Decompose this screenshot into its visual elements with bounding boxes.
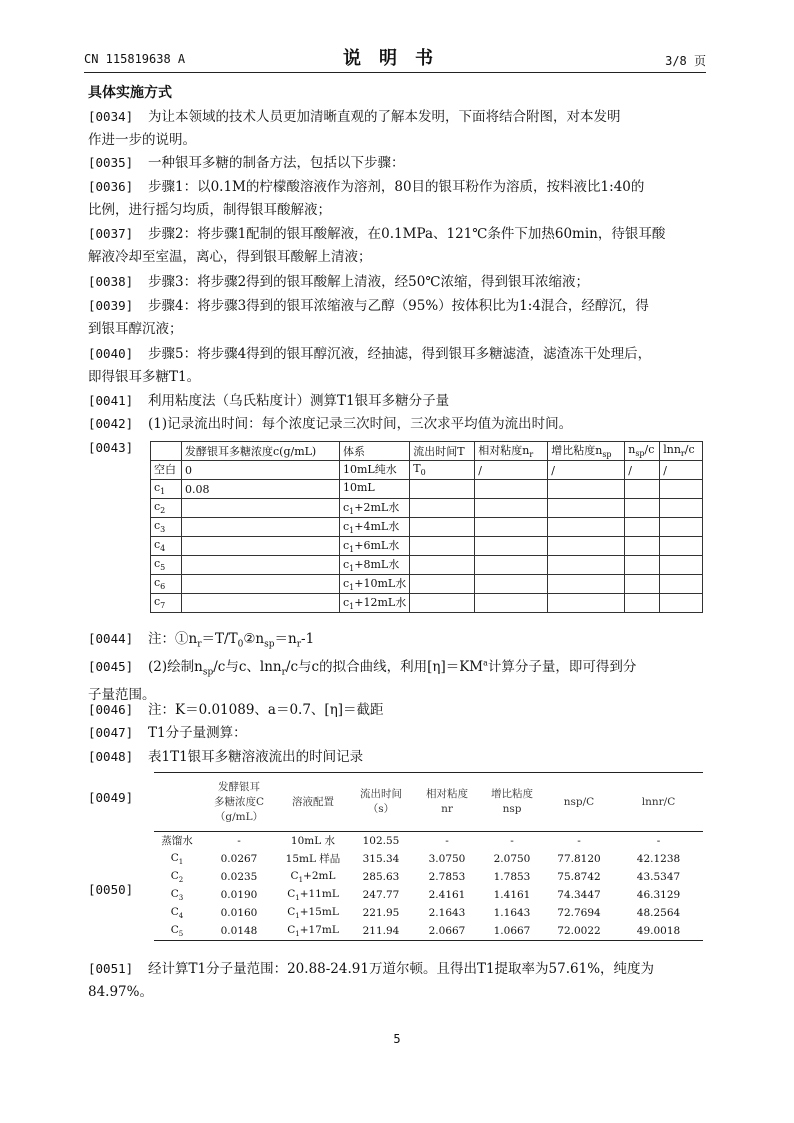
row-label: $C_1$ bbox=[170, 851, 184, 867]
table-cell: $T_0$ bbox=[410, 461, 475, 480]
table-row bbox=[154, 922, 703, 941]
table-cell: 315.34 bbox=[362, 853, 400, 865]
table-cell bbox=[548, 594, 625, 613]
paragraph-0047 bbox=[88, 721, 708, 745]
table-cell bbox=[182, 499, 340, 518]
paragraph-text-cont: 解液冷却至室温，离心，得到银耳酸解上清液； bbox=[88, 249, 372, 265]
header-rule bbox=[84, 72, 706, 73]
paragraph-text-cont: 比例，进行摇匀均质，制得银耳酸解液； bbox=[88, 202, 331, 218]
table-cell bbox=[625, 537, 660, 556]
table-row bbox=[151, 499, 703, 518]
table-header: 流出时间 （s） bbox=[348, 773, 414, 832]
table-row bbox=[154, 868, 703, 886]
table-header: 增比粘度$n_{sp}$ bbox=[548, 442, 625, 461]
row-label: $c_2$ bbox=[151, 499, 182, 518]
table-cell: 0.0160 bbox=[220, 907, 258, 919]
paragraph-number: [0050] bbox=[88, 882, 134, 897]
table-cell bbox=[182, 575, 340, 594]
table-header: lnnr/C bbox=[614, 773, 703, 832]
table-cell bbox=[182, 556, 340, 575]
table-cell: 46.3129 bbox=[636, 889, 681, 901]
paragraph-0038 bbox=[88, 270, 708, 294]
paragraph-number: [0039] bbox=[88, 298, 134, 313]
paragraph-0041 bbox=[88, 389, 708, 413]
table-cell bbox=[548, 556, 625, 575]
table-cell bbox=[475, 537, 548, 556]
table-cell bbox=[660, 575, 703, 594]
paragraph-text: 步骤2：将步骤1配制的银耳酸解液，在0.1MPa、121℃条件下加热60min，待银耳酸 bbox=[148, 226, 666, 242]
table-cell: 0.0190 bbox=[220, 889, 258, 901]
row-label: $C_5$ bbox=[154, 922, 200, 941]
table-cell bbox=[475, 480, 548, 499]
table-cell: 1.4161 bbox=[493, 889, 531, 901]
table-header-row bbox=[154, 773, 703, 832]
paragraph-text: 经计算T1分子量范围：20.88-24.91万道尔顿。且得出T1提取率为57.61%，纯度为 bbox=[148, 961, 655, 977]
table-header: $n_{sp}/c$ bbox=[625, 442, 660, 461]
table-cell: 1.7853 bbox=[493, 871, 531, 883]
table-header: 发酵银耳多糖浓度c(g/mL) bbox=[182, 442, 340, 461]
table-cell: - bbox=[510, 835, 514, 847]
table-header: 流出时间T bbox=[410, 442, 475, 461]
row-label: $c_5$ bbox=[151, 556, 182, 575]
table-cell: 0.08 bbox=[182, 480, 340, 499]
table-cell: 285.63 bbox=[362, 871, 400, 883]
table-cell: $C_1+2mL$ bbox=[290, 869, 336, 885]
table-cell: 10mL 水 bbox=[290, 834, 336, 847]
table-header: 相对粘度$n_r$ bbox=[475, 442, 548, 461]
table-cell: 2.7853 bbox=[428, 871, 466, 883]
table-header: 发酵银耳 多糖浓度C （g/mL） bbox=[200, 773, 278, 832]
table-cell bbox=[410, 594, 475, 613]
table-row bbox=[151, 575, 703, 594]
table-cell bbox=[660, 499, 703, 518]
table-cell: 75.8742 bbox=[557, 871, 601, 883]
table-cell bbox=[548, 480, 625, 499]
table-row bbox=[154, 886, 703, 904]
paragraph-0042 bbox=[88, 412, 708, 436]
row-label: $C_2$ bbox=[170, 869, 184, 885]
row-label: 空白 bbox=[151, 461, 182, 480]
paragraph-number: [0044] bbox=[88, 631, 134, 646]
table-cell bbox=[410, 499, 475, 518]
paragraph-number: [0045] bbox=[88, 658, 134, 674]
paragraph-text-cont: 子量范围。 bbox=[88, 687, 156, 704]
table-row bbox=[154, 904, 703, 922]
table-cell bbox=[625, 594, 660, 613]
table-row bbox=[151, 556, 703, 575]
table-row bbox=[151, 480, 703, 499]
table-row bbox=[151, 594, 703, 613]
table-cell bbox=[660, 480, 703, 499]
paragraph-number: [0038] bbox=[88, 274, 134, 289]
table-cell: 10mL bbox=[340, 480, 410, 499]
paragraph-text-cont: 即得银耳多糖T1。 bbox=[88, 369, 201, 385]
paragraph-0037 bbox=[88, 222, 708, 269]
table-cell: 1.1643 bbox=[493, 907, 531, 919]
paragraph-number: [0051] bbox=[88, 961, 134, 976]
table-cell: 2.4161 bbox=[428, 889, 466, 901]
paragraph-text: 注：$①n_r=T/T_0②n_{sp}=n_r-1$ bbox=[148, 631, 315, 650]
paragraph-number: [0035] bbox=[88, 155, 134, 170]
paragraph-number: [0046] bbox=[88, 702, 134, 717]
table-cell: - bbox=[577, 835, 581, 847]
paragraph-0051 bbox=[88, 957, 708, 1004]
table-cell bbox=[660, 556, 703, 575]
paragraph-number: [0043] bbox=[88, 440, 134, 455]
paragraph-0048 bbox=[88, 745, 708, 769]
paragraph-text-cont: 作进一步的说明。 bbox=[88, 132, 196, 148]
table-cell bbox=[660, 594, 703, 613]
table-cell: - bbox=[237, 835, 241, 847]
table-cell: 72.0022 bbox=[544, 922, 614, 941]
paragraph-number: [0034] bbox=[88, 109, 134, 124]
table-cell bbox=[410, 518, 475, 537]
paragraph-text: (1)记录流出时间：每个浓度记录三次时间，三次求平均值为流出时间。 bbox=[148, 416, 573, 432]
table-header: lnn$_r$/c bbox=[660, 442, 703, 461]
table-header-row bbox=[151, 442, 703, 461]
document-title: 说明书 bbox=[343, 48, 451, 69]
paragraph-text: T1分子量测算： bbox=[148, 725, 247, 741]
paragraph-number: [0049] bbox=[88, 790, 134, 805]
page-indicator: 3/8 页 bbox=[665, 54, 706, 68]
table-cell: $C_1+11mL$ bbox=[287, 887, 339, 903]
table-cell: $c_1+10mL$水 bbox=[340, 575, 410, 594]
table-row bbox=[151, 537, 703, 556]
paragraph-0034 bbox=[88, 105, 708, 152]
table-cell: - bbox=[656, 835, 661, 847]
table-cell: 49.0018 bbox=[614, 922, 703, 941]
table-cell: 0 bbox=[182, 461, 340, 480]
t1-flow-time-table bbox=[154, 772, 703, 941]
paragraph-text: 步骤4：将步骤3得到的银耳浓缩液与乙醇（95%）按体积比为1:4混合，经醇沉，得 bbox=[148, 298, 649, 314]
table-cell bbox=[151, 442, 182, 461]
paragraph-text: (2)绘制$n_{sp}/c$与c、lnn$_r$/c与c的拟合曲线，利用$[\eta]=KM^a$计算分子量，即可得到分 bbox=[148, 658, 637, 678]
table-cell: - bbox=[445, 835, 449, 847]
table-cell: / bbox=[548, 461, 625, 480]
table-header: 相对粘度 nr bbox=[414, 773, 480, 832]
table-header bbox=[154, 773, 200, 832]
table-cell bbox=[475, 575, 548, 594]
table-cell: 2.0667 bbox=[414, 922, 480, 941]
row-label: $c_1$ bbox=[151, 480, 182, 499]
paragraph-number: [0042] bbox=[88, 416, 134, 431]
paragraph-number: [0047] bbox=[88, 725, 134, 740]
table-cell bbox=[475, 518, 548, 537]
table-cell: 2.0750 bbox=[493, 853, 531, 865]
paragraph-text-cont: 84.97%。 bbox=[88, 984, 153, 1000]
paragraph-text: 注：K＝0.01089、a＝0.7、[η]＝截距 bbox=[148, 702, 384, 718]
table-cell: 74.3447 bbox=[557, 889, 601, 901]
table-cell bbox=[410, 575, 475, 594]
document-number: CN 115819638 A bbox=[84, 52, 186, 66]
table-cell: 43.5347 bbox=[636, 871, 681, 883]
table-cell bbox=[548, 499, 625, 518]
table-cell: 1.0667 bbox=[480, 922, 544, 941]
paragraph-0040 bbox=[88, 342, 708, 389]
table-cell bbox=[625, 499, 660, 518]
table-cell: 15mL 样品 bbox=[285, 852, 341, 865]
table-cell bbox=[410, 537, 475, 556]
paragraph-number: [0036] bbox=[88, 179, 134, 194]
paragraph-0046 bbox=[88, 698, 708, 722]
table-cell: 0.0267 bbox=[220, 853, 258, 865]
table-cell: 247.77 bbox=[362, 889, 400, 901]
table-cell bbox=[548, 537, 625, 556]
table-header: nsp/C bbox=[544, 773, 614, 832]
paragraph-text-cont: 到银耳醇沉液； bbox=[88, 321, 183, 337]
paragraph-text: 步骤1：以0.1M的柠檬酸溶液作为溶剂，80目的银耳粉作为溶质，按料液比1:40的 bbox=[148, 179, 645, 195]
table-cell: $c_1+2mL$水 bbox=[340, 499, 410, 518]
table-row bbox=[154, 850, 703, 868]
table-cell: 3.0750 bbox=[428, 853, 466, 865]
row-label: $c_7$ bbox=[151, 594, 182, 613]
paragraph-text: 利用粘度法（乌氏粘度计）测算T1银耳多糖分子量 bbox=[148, 393, 450, 409]
table-cell bbox=[410, 480, 475, 499]
paragraph-0036 bbox=[88, 175, 708, 222]
row-label: $C_4$ bbox=[170, 905, 184, 921]
table-header: 体系 bbox=[340, 442, 410, 461]
table-cell bbox=[475, 594, 548, 613]
table-cell bbox=[660, 518, 703, 537]
table-cell: $c_1+8mL$水 bbox=[340, 556, 410, 575]
table-cell: 0.0235 bbox=[220, 871, 258, 883]
paragraph-0039 bbox=[88, 294, 708, 341]
table-cell: $c_1+12mL$水 bbox=[340, 594, 410, 613]
table-cell: / bbox=[625, 461, 660, 480]
table-row bbox=[151, 461, 703, 480]
table-header: 溶液配置 bbox=[278, 773, 348, 832]
row-label: $c_6$ bbox=[151, 575, 182, 594]
page-number: 5 bbox=[393, 1032, 401, 1046]
table-row bbox=[154, 832, 703, 851]
paragraph-text: 步骤3：将步骤2得到的银耳酸解上清液，经50℃浓缩，得到银耳浓缩液； bbox=[148, 274, 589, 290]
table-cell: / bbox=[660, 461, 703, 480]
table-cell bbox=[548, 575, 625, 594]
paragraph-text: 表1T1银耳多糖溶液流出的时间记录 bbox=[148, 749, 364, 765]
flow-time-record-table bbox=[150, 441, 703, 613]
paragraph-number: [0041] bbox=[88, 393, 134, 408]
paragraph-number: [0048] bbox=[88, 749, 134, 764]
table-cell: 10mL纯水 bbox=[340, 461, 410, 480]
row-label: $c_4$ bbox=[151, 537, 182, 556]
table-cell bbox=[182, 537, 340, 556]
table-cell: 48.2564 bbox=[636, 907, 681, 919]
table-cell bbox=[475, 499, 548, 518]
row-label: $C_3$ bbox=[170, 887, 184, 903]
row-label: 蒸馏水 bbox=[161, 834, 193, 847]
table-cell bbox=[548, 518, 625, 537]
table-cell bbox=[660, 537, 703, 556]
table-cell bbox=[625, 556, 660, 575]
table-cell: 221.95 bbox=[362, 907, 400, 919]
table-cell bbox=[625, 480, 660, 499]
paragraph-text: 步骤5：将步骤4得到的银耳醇沉液，经抽滤，得到银耳多糖滤渣，滤渣冻干处理后， bbox=[148, 346, 652, 362]
table-cell: $C_1+17mL$ bbox=[278, 922, 348, 941]
table-cell bbox=[625, 518, 660, 537]
section-title: 具体实施方式 bbox=[88, 85, 172, 101]
table-cell: $c_1+4mL$水 bbox=[340, 518, 410, 537]
table-cell: $c_1+6mL$水 bbox=[340, 537, 410, 556]
table-cell: 211.94 bbox=[348, 922, 414, 941]
table-cell: $C_1+15mL$ bbox=[287, 905, 339, 921]
table-cell: 77.8120 bbox=[557, 853, 601, 865]
table-row bbox=[151, 518, 703, 537]
table-cell: 42.1238 bbox=[636, 853, 681, 865]
table-cell bbox=[182, 518, 340, 537]
table-cell: 2.1643 bbox=[428, 907, 466, 919]
table-cell: / bbox=[475, 461, 548, 480]
paragraph-text: 一种银耳多糖的制备方法，包括以下步骤： bbox=[148, 155, 405, 171]
table-cell: 102.55 bbox=[362, 835, 400, 847]
table-cell: 72.7694 bbox=[557, 907, 601, 919]
table-cell bbox=[410, 556, 475, 575]
paragraph-number: [0040] bbox=[88, 346, 134, 361]
table-cell bbox=[475, 556, 548, 575]
table-cell bbox=[182, 594, 340, 613]
row-label: $c_3$ bbox=[151, 518, 182, 537]
table-cell bbox=[625, 575, 660, 594]
paragraph-text: 为让本领域的技术人员更加清晰直观的了解本发明，下面将结合附图，对本发明 bbox=[148, 109, 621, 125]
paragraph-0035 bbox=[88, 151, 708, 175]
table-cell: 0.0148 bbox=[200, 922, 278, 941]
table-header: 增比粘度 nsp bbox=[480, 773, 544, 832]
paragraph-number: [0037] bbox=[88, 226, 134, 241]
